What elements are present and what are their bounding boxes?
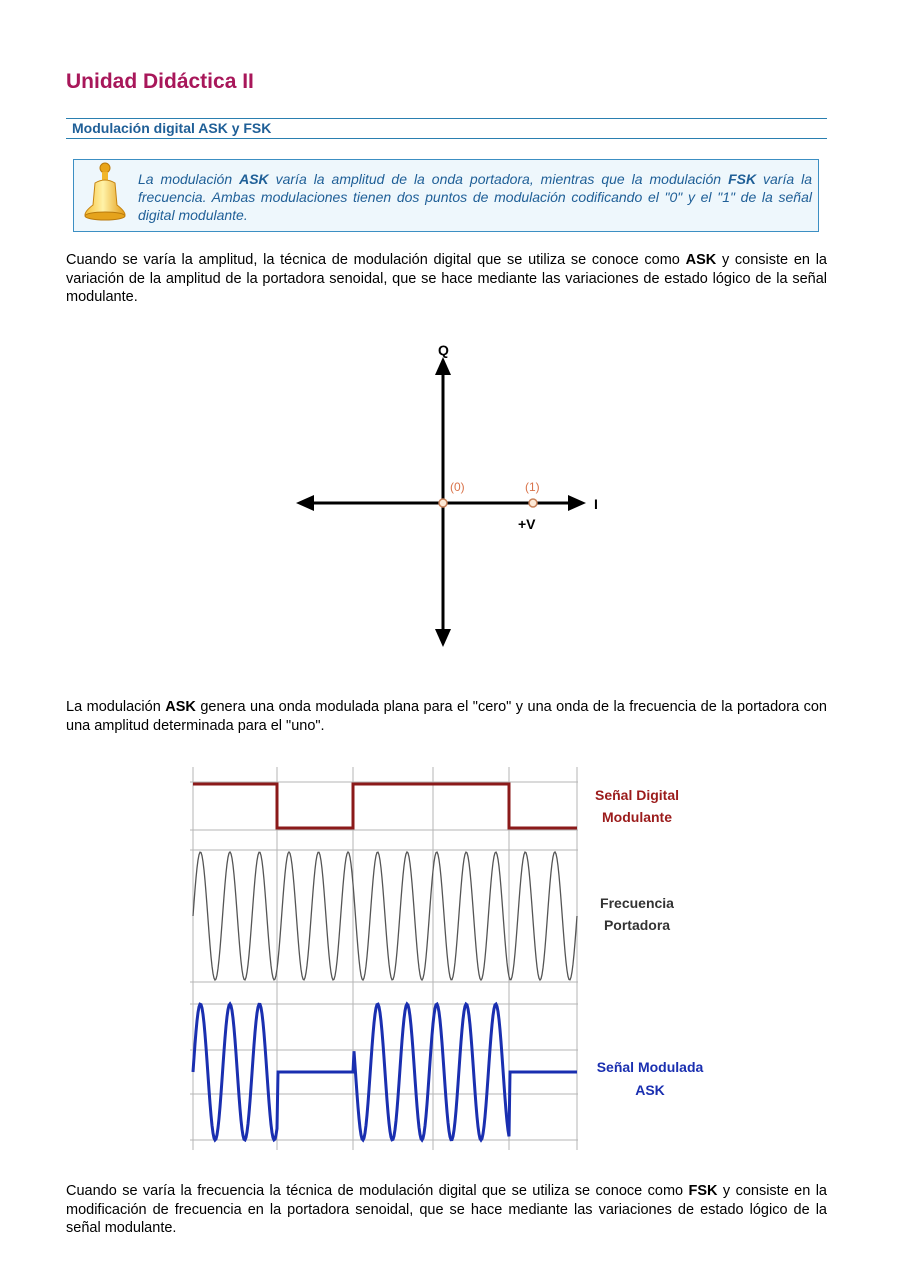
ask-label-line2: ASK xyxy=(635,1082,665,1098)
paragraph-ask-description: La modulación ASK genera una onda modulada plana para el "cero" y una onda de la frecuencia de la portadora con una amplitud determinada para el "uno". xyxy=(66,699,827,734)
digital-signal-label-line1: Señal Digital xyxy=(594,787,680,803)
carrier-label-line2: Portadora xyxy=(603,917,671,933)
paragraph-amplitude: Cuando se varía la amplitud, la técnica de modulación digital que se utiliza se conoce como ASK y consiste en la variación de la amplitud de la portadora senoidal, que se hace mediante las variaciones de estado lógico de la señal modulante. xyxy=(66,252,827,305)
section-header xyxy=(66,118,827,139)
point-one xyxy=(529,499,537,507)
ask-label-line1: Señal Modulada xyxy=(596,1059,704,1075)
ask-waveforms-figure xyxy=(185,762,720,1157)
amplitude-level-label: +V xyxy=(518,516,536,532)
i-axis-arrow-right xyxy=(568,495,586,511)
page-title: Unidad Didáctica II xyxy=(66,70,254,93)
section-title: Modulación digital ASK y FSK xyxy=(72,120,272,136)
q-axis-label: Q xyxy=(438,342,449,358)
digital-signal-label-line2: Modulante xyxy=(602,809,672,825)
bell-icon xyxy=(81,161,129,225)
i-axis-arrow-left xyxy=(296,495,314,511)
note-box xyxy=(73,159,819,232)
q-axis-arrow-down xyxy=(435,629,451,647)
point-zero xyxy=(439,499,447,507)
note-text: La modulación ASK varía la amplitud de la onda portadora, mientras que la modulación FSK varía la frecuencia. Ambas modulaciones tienen dos puntos de modulación codificando el "0" y el "1" de la señal digital modulante. xyxy=(138,171,812,223)
ask-constellation-diagram xyxy=(280,335,610,655)
point-one-label: (1) xyxy=(525,480,540,494)
carrier-label-line1: Frecuencia xyxy=(600,895,674,911)
i-axis-label: I xyxy=(594,496,598,512)
q-axis-arrow-up xyxy=(435,357,451,375)
paragraph-frequency: Cuando se varía la frecuencia la técnica de modulación digital que se utiliza se conoce como FSK y consiste en la modificación de frecuencia en la portadora senoidal, que se hace mediante las variaciones de estado lógico de la señal modulante. xyxy=(66,1183,827,1236)
point-zero-label: (0) xyxy=(450,480,465,494)
